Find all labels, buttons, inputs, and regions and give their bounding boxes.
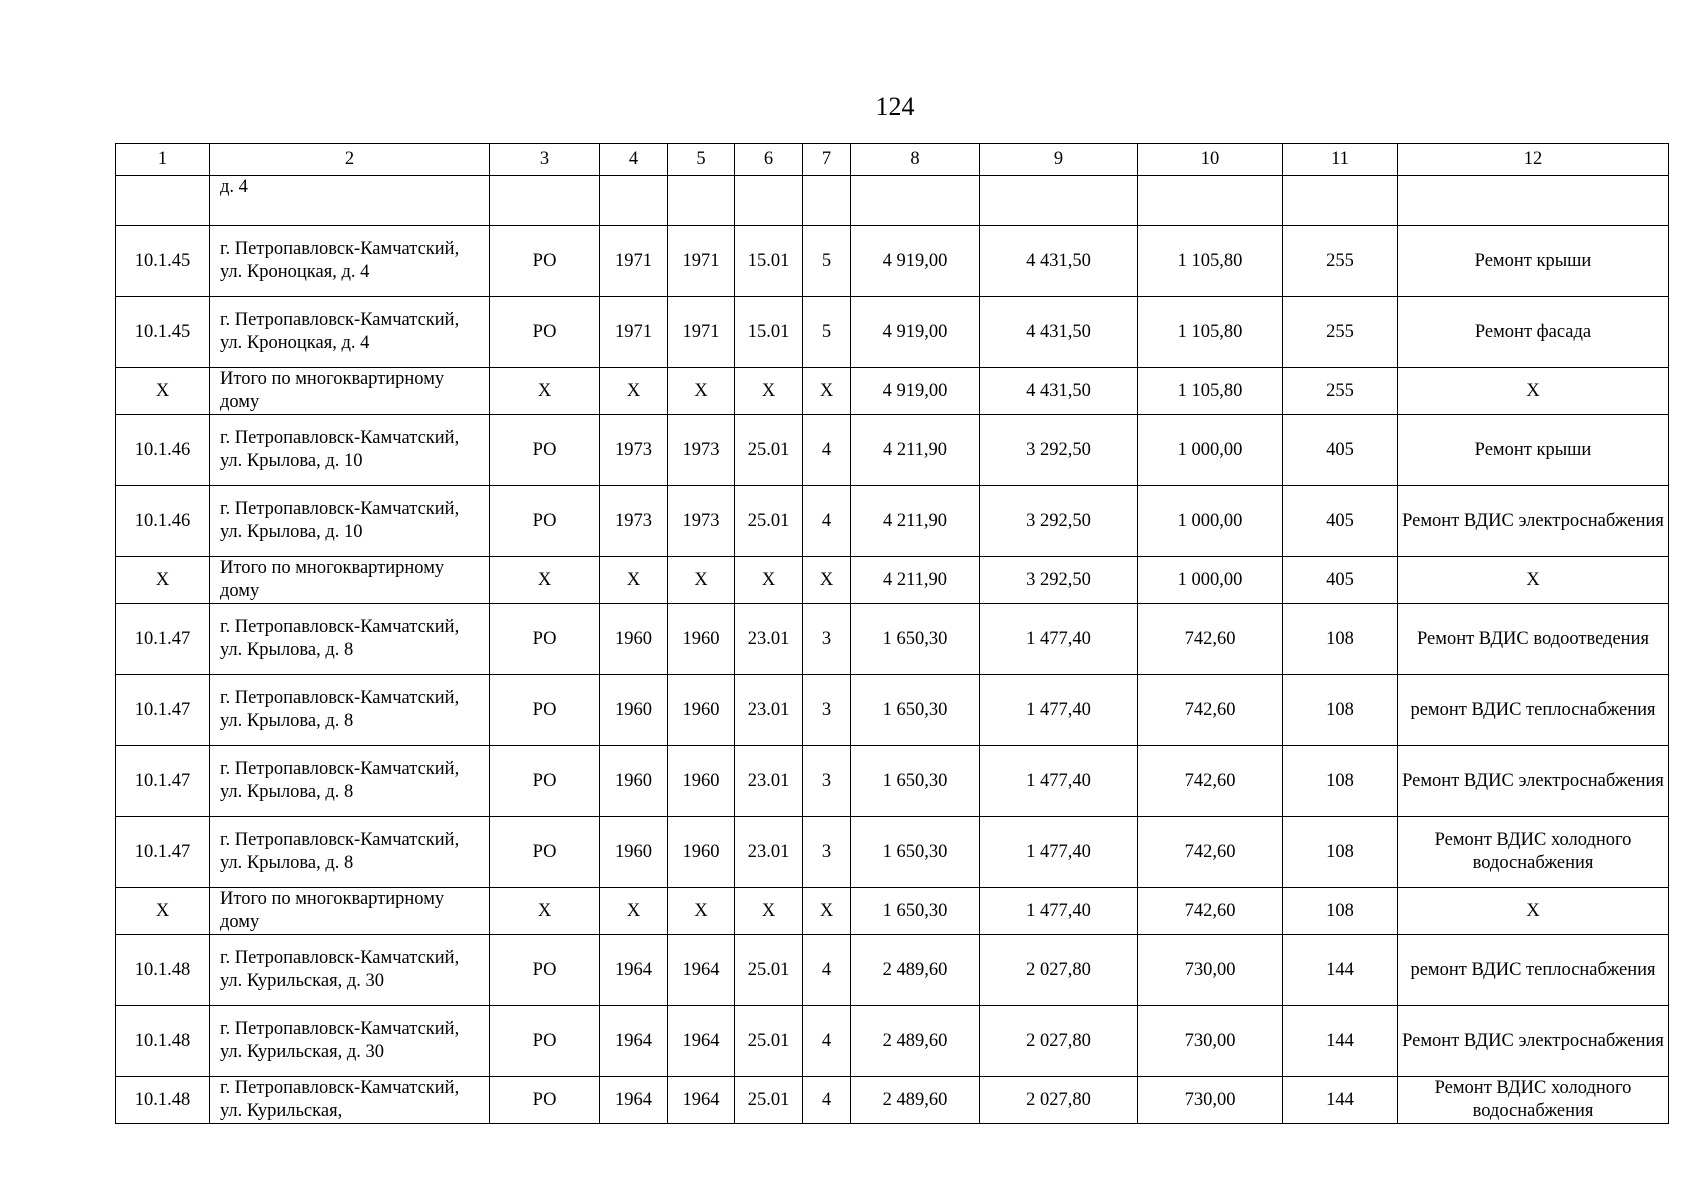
cell-item-number: 10.1.46 [116,486,210,557]
cell-commission-year: 1971 [668,226,735,297]
cell-non-residential-area: 742,60 [1138,888,1283,935]
cell-item-number: 10.1.47 [116,675,210,746]
cell-residential-area: 4 431,50 [980,368,1138,415]
cell-floors: 3 [803,817,851,888]
cell-build-year: 1960 [600,604,668,675]
cell-method: РО [490,1006,600,1077]
cell-build-year: 1971 [600,226,668,297]
cell-build-year: 1964 [600,935,668,1006]
cell-wall-material: X [735,888,803,935]
table-row [116,817,1669,888]
cell-build-year: 1973 [600,486,668,557]
cell-floors: 4 [803,1077,851,1124]
cell-non-residential-area: 742,60 [1138,746,1283,817]
cell-commission-year: 1964 [668,1006,735,1077]
cell-residential-area: 2 027,80 [980,935,1138,1006]
cell-work-type: X [1398,557,1669,604]
cell-build-year: X [600,557,668,604]
cell-residents: 255 [1283,297,1398,368]
cell-commission-year: 1960 [668,675,735,746]
cell-build-year: 1960 [600,675,668,746]
cell-floors: 5 [803,226,851,297]
cell-build-year: 1960 [600,746,668,817]
cell-commission-year: 1960 [668,817,735,888]
table-row [116,297,1669,368]
cell-build-year: X [600,368,668,415]
cell-build-year: X [600,888,668,935]
table-row [116,1077,1669,1124]
column-header-8: 8 [851,144,980,176]
cell-address: г. Петропавловск-Камчатский, ул. Курильская, д. 30 [210,1006,490,1077]
cell-floors: 5 [803,297,851,368]
cell-wall-material: 23.01 [735,817,803,888]
cell-wall-material: 23.01 [735,675,803,746]
total-row [116,557,1669,604]
cell-address: г. Петропавловск-Камчатский, ул. Кроноцкая, д. 4 [210,297,490,368]
cell-build-year: 1964 [600,1006,668,1077]
cell-commission-year: 1973 [668,486,735,557]
cell-residents: 255 [1283,226,1398,297]
cell-method: X [490,557,600,604]
cell-wall-material: X [735,368,803,415]
cell-residential-area [980,176,1138,226]
cell-residential-area: 3 292,50 [980,486,1138,557]
cell-floors: 3 [803,746,851,817]
cell-non-residential-area: 742,60 [1138,675,1283,746]
cell-work-type: X [1398,888,1669,935]
cell-residential-area: 1 477,40 [980,746,1138,817]
cell-total-area: 1 650,30 [851,746,980,817]
cell-floors: 4 [803,1006,851,1077]
cell-total-area: 4 211,90 [851,486,980,557]
cell-item-number: 10.1.48 [116,1077,210,1124]
cell-non-residential-area [1138,176,1283,226]
cell-address: г. Петропавловск-Камчатский, ул. Крылова, д. 10 [210,486,490,557]
table-row [116,486,1669,557]
column-header-4: 4 [600,144,668,176]
cell-total-area: 4 919,00 [851,368,980,415]
column-header-3: 3 [490,144,600,176]
cell-item-number: 10.1.45 [116,297,210,368]
cell-method: РО [490,297,600,368]
table-row [116,415,1669,486]
cell-wall-material: 15.01 [735,226,803,297]
cell-total-area: 1 650,30 [851,888,980,935]
cell-residential-area: 1 477,40 [980,675,1138,746]
cell-address: г. Петропавловск-Камчатский, ул. Крылова, д. 8 [210,817,490,888]
cell-total-area: 2 489,60 [851,1077,980,1124]
total-row [116,368,1669,415]
cell-floors: X [803,888,851,935]
cell-method: РО [490,746,600,817]
cell-residential-area: 3 292,50 [980,415,1138,486]
cell-residents: 144 [1283,1077,1398,1124]
cell-floors: 3 [803,675,851,746]
cell-build-year: 1964 [600,1077,668,1124]
cell-work-type: X [1398,368,1669,415]
cell-floors [803,176,851,226]
column-header-6: 6 [735,144,803,176]
column-header-11: 11 [1283,144,1398,176]
cell-method [490,176,600,226]
cell-commission-year: 1973 [668,415,735,486]
cell-item-number: 10.1.45 [116,226,210,297]
cell-residents: 144 [1283,1006,1398,1077]
cell-residents: 108 [1283,675,1398,746]
cell-floors: X [803,368,851,415]
cell-residential-area: 2 027,80 [980,1006,1138,1077]
cell-address: г. Петропавловск-Камчатский, ул. Крылова, д. 8 [210,746,490,817]
cell-address: г. Петропавловск-Камчатский, ул. Крылова, д. 10 [210,415,490,486]
cell-commission-year: 1964 [668,935,735,1006]
cell-floors: 4 [803,935,851,1006]
cell-floors: X [803,557,851,604]
table-body [116,176,1669,1124]
cell-item-number: 10.1.48 [116,935,210,1006]
cell-residential-area: 2 027,80 [980,1077,1138,1124]
cell-commission-year: 1960 [668,604,735,675]
cell-non-residential-area: 742,60 [1138,817,1283,888]
table-row [116,226,1669,297]
cell-method: РО [490,415,600,486]
cell-build-year [600,176,668,226]
cell-non-residential-area: 730,00 [1138,935,1283,1006]
cell-address: г. Петропавловск-Камчатский, ул. Крылова, д. 8 [210,675,490,746]
cell-residents: 108 [1283,746,1398,817]
cell-address: Итого по многоквартирному дому [210,368,490,415]
table-row [116,176,1669,226]
cell-non-residential-area: 1 105,80 [1138,368,1283,415]
column-header-1: 1 [116,144,210,176]
cell-residents: 108 [1283,817,1398,888]
cell-total-area: 4 919,00 [851,226,980,297]
cell-total-area: 1 650,30 [851,817,980,888]
cell-commission-year: X [668,368,735,415]
total-row [116,888,1669,935]
cell-non-residential-area: 1 000,00 [1138,557,1283,604]
cell-wall-material: 23.01 [735,604,803,675]
cell-item-number: 10.1.48 [116,1006,210,1077]
cell-wall-material: 25.01 [735,935,803,1006]
cell-work-type: Ремонт фасада [1398,297,1669,368]
cell-residential-area: 1 477,40 [980,604,1138,675]
cell-total-area: 4 919,00 [851,297,980,368]
cell-non-residential-area: 730,00 [1138,1077,1283,1124]
cell-wall-material: 25.01 [735,415,803,486]
cell-item-number [116,176,210,226]
cell-item-number: 10.1.47 [116,746,210,817]
cell-wall-material: 25.01 [735,1006,803,1077]
cell-item-number: 10.1.46 [116,415,210,486]
cell-residents: 108 [1283,888,1398,935]
table-row [116,675,1669,746]
cell-floors: 3 [803,604,851,675]
cell-residents [1283,176,1398,226]
cell-method: РО [490,486,600,557]
cell-wall-material: 15.01 [735,297,803,368]
cell-commission-year: 1960 [668,746,735,817]
cell-total-area: 1 650,30 [851,675,980,746]
table-row [116,746,1669,817]
cell-wall-material: X [735,557,803,604]
cell-build-year: 1971 [600,297,668,368]
cell-address: г. Петропавловск-Камчатский, ул. Крылова, д. 8 [210,604,490,675]
cell-wall-material: 25.01 [735,1077,803,1124]
cell-residents: 405 [1283,486,1398,557]
cell-total-area: 4 211,90 [851,557,980,604]
cell-item-number: 10.1.47 [116,604,210,675]
cell-method: РО [490,817,600,888]
table-row [116,604,1669,675]
column-header-10: 10 [1138,144,1283,176]
cell-address: Итого по многоквартирному дому [210,557,490,604]
cell-method: РО [490,226,600,297]
cell-item-number: X [116,368,210,415]
cell-non-residential-area: 742,60 [1138,604,1283,675]
header-row [116,144,1669,176]
cell-work-type: Ремонт ВДИС электроснабжения [1398,486,1669,557]
cell-address: д. 4 [210,176,490,226]
cell-address: г. Петропавловск-Камчатский, ул. Кроноцкая, д. 4 [210,226,490,297]
cell-address: г. Петропавловск-Камчатский, ул. Курильская, д. 30 [210,935,490,1006]
cell-work-type: Ремонт крыши [1398,226,1669,297]
cell-residents: 108 [1283,604,1398,675]
cell-non-residential-area: 730,00 [1138,1006,1283,1077]
cell-total-area: 1 650,30 [851,604,980,675]
cell-item-number: X [116,888,210,935]
cell-work-type: Ремонт ВДИС холодного водоснабжения [1398,817,1669,888]
cell-residential-area: 1 477,40 [980,888,1138,935]
cell-address: Итого по многоквартирному дому [210,888,490,935]
cell-wall-material [735,176,803,226]
cell-wall-material: 23.01 [735,746,803,817]
cell-work-type: ремонт ВДИС теплоснабжения [1398,675,1669,746]
cell-work-type: ремонт ВДИС теплоснабжения [1398,935,1669,1006]
cell-total-area: 4 211,90 [851,415,980,486]
column-header-5: 5 [668,144,735,176]
page-number: 124 [875,92,915,121]
cell-work-type: Ремонт ВДИС электроснабжения [1398,746,1669,817]
cell-work-type: Ремонт ВДИС электроснабжения [1398,1006,1669,1077]
cell-residential-area: 4 431,50 [980,297,1138,368]
cell-residents: 405 [1283,557,1398,604]
cell-non-residential-area: 1 105,80 [1138,297,1283,368]
cell-build-year: 1973 [600,415,668,486]
table-row [116,1006,1669,1077]
cell-item-number: X [116,557,210,604]
cell-work-type [1398,176,1669,226]
cell-method: РО [490,1077,600,1124]
cell-address: г. Петропавловск-Камчатский, ул. Курильская, [210,1077,490,1124]
cell-method: РО [490,675,600,746]
cell-item-number: 10.1.47 [116,817,210,888]
cell-total-area: 2 489,60 [851,1006,980,1077]
cell-work-type: Ремонт крыши [1398,415,1669,486]
cell-method: РО [490,604,600,675]
cell-non-residential-area: 1 000,00 [1138,486,1283,557]
cell-residents: 255 [1283,368,1398,415]
cell-work-type: Ремонт ВДИС холодного водоснабжения [1398,1077,1669,1124]
cell-commission-year: 1971 [668,297,735,368]
cell-method: РО [490,935,600,1006]
cell-work-type: Ремонт ВДИС водоотведения [1398,604,1669,675]
cell-residents: 405 [1283,415,1398,486]
cell-commission-year: 1964 [668,1077,735,1124]
cell-residential-area: 3 292,50 [980,557,1138,604]
cell-wall-material: 25.01 [735,486,803,557]
cell-residential-area: 1 477,40 [980,817,1138,888]
cell-non-residential-area: 1 105,80 [1138,226,1283,297]
cell-floors: 4 [803,415,851,486]
table-row [116,935,1669,1006]
capital-repair-register-table [115,143,1669,1124]
cell-floors: 4 [803,486,851,557]
cell-commission-year: X [668,888,735,935]
cell-residents: 144 [1283,935,1398,1006]
column-number-header [116,144,1669,176]
column-header-9: 9 [980,144,1138,176]
cell-method: X [490,888,600,935]
cell-total-area [851,176,980,226]
cell-method: X [490,368,600,415]
column-header-2: 2 [210,144,490,176]
cell-total-area: 2 489,60 [851,935,980,1006]
column-header-12: 12 [1398,144,1669,176]
column-header-7: 7 [803,144,851,176]
cell-commission-year [668,176,735,226]
cell-residential-area: 4 431,50 [980,226,1138,297]
cell-build-year: 1960 [600,817,668,888]
cell-commission-year: X [668,557,735,604]
cell-non-residential-area: 1 000,00 [1138,415,1283,486]
